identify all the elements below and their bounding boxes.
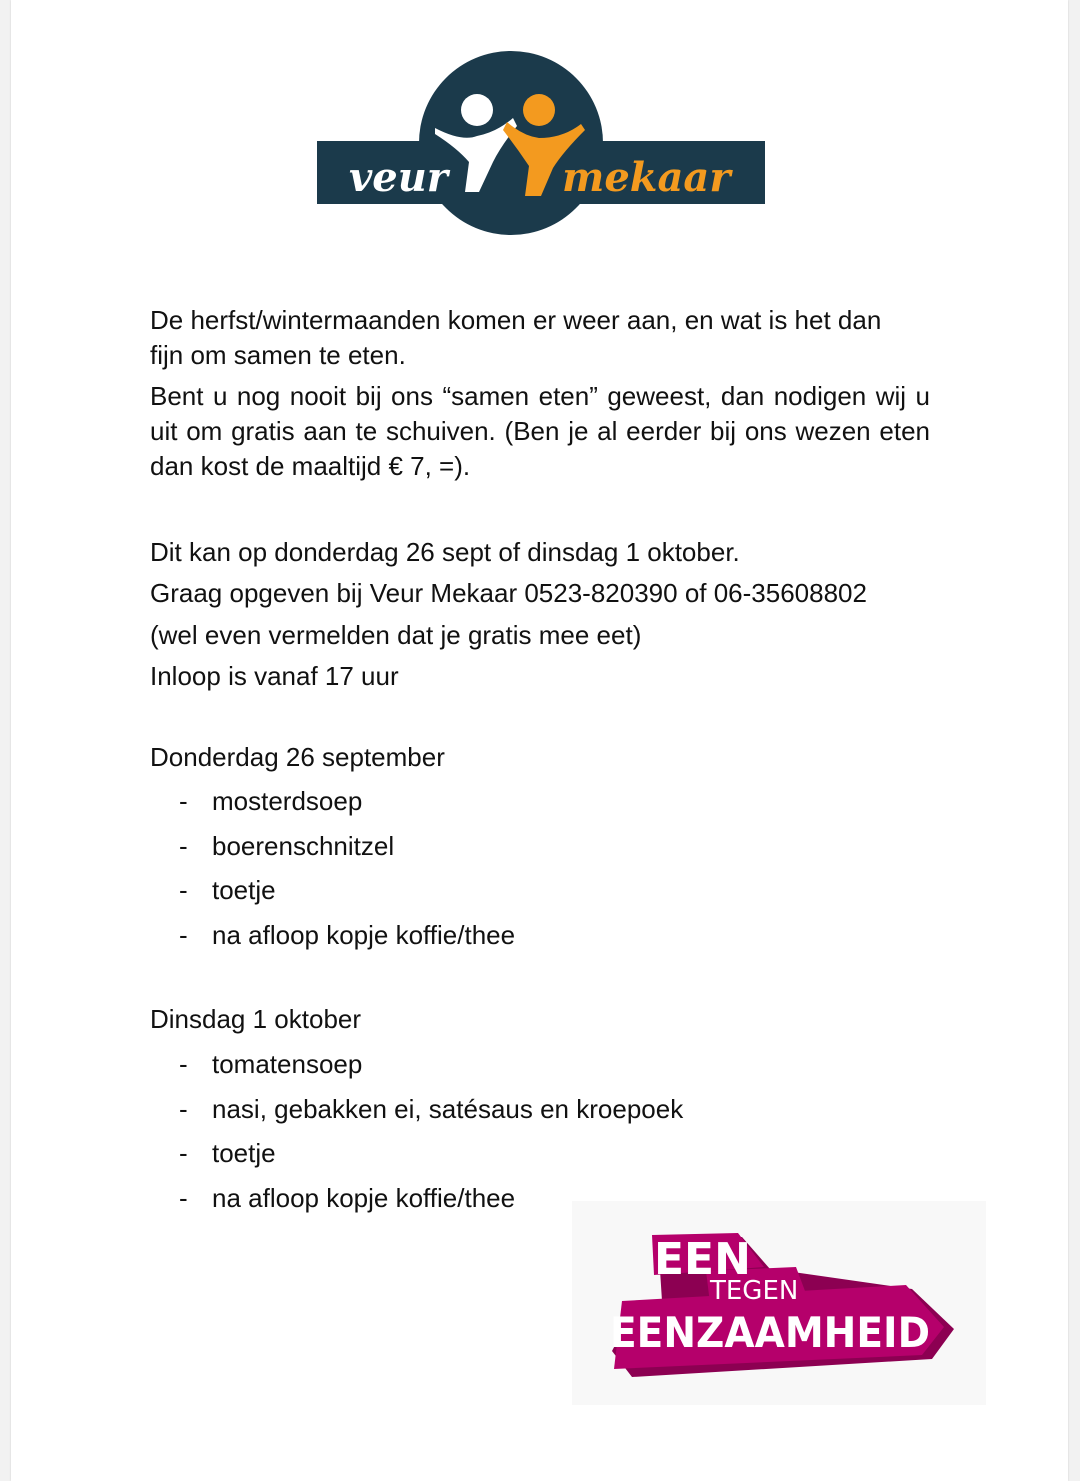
list-item-text: boerenschnitzel	[212, 830, 395, 861]
veur-mekaar-logo	[317, 50, 765, 236]
logo-word-veur: veur	[349, 154, 448, 201]
menu-1-list	[150, 779, 515, 958]
info-time: Inloop is vanaf 17 uur	[150, 660, 399, 691]
list-item	[150, 913, 515, 958]
info-dates: Dit kan op donderdag 26 sept of dinsdag 1 oktober.	[150, 537, 740, 567]
list-item	[150, 779, 515, 824]
list-item-text: mosterdsoep	[212, 786, 363, 816]
list-item-text: tomatensoep	[212, 1049, 363, 1079]
list-dash: -	[179, 786, 188, 816]
list-item	[150, 1042, 683, 1087]
intro-paragraph-2: Bent u nog nooit bij ons “samen eten” geweest, dan nodigen wij u uit om gratis aan te schuiven. (Ben je al eerder bij ons wezen eten dan kost de maaltijd € 7, =).	[150, 381, 930, 481]
list-item-text: na afloop kopje koffie/thee	[212, 920, 516, 951]
list-item-text: na afloop kopje koffie/thee	[212, 1183, 516, 1214]
info-block	[150, 532, 930, 697]
list-dash: -	[179, 920, 188, 951]
list-item	[150, 824, 515, 869]
intro-paragraph-1	[150, 303, 930, 373]
intro-line-1: De herfst/wintermaanden komen er weer aan, en wat is het dan	[150, 305, 882, 335]
intro-line-2: fijn om samen te eten.	[150, 340, 406, 370]
list-item	[150, 868, 515, 913]
list-item-text: nasi, gebakken ei, satésaus en kroepoek	[212, 1093, 684, 1124]
list-dash: -	[179, 1183, 188, 1214]
list-dash: -	[179, 1093, 188, 1124]
een-tegen-eenzaamheid-logo	[572, 1201, 986, 1405]
list-dash: -	[179, 875, 188, 906]
een-tegen-eenzaamheid-logo-graphic	[572, 1201, 986, 1405]
list-item-text: toetje	[212, 875, 276, 906]
logo-een: EEN	[654, 1234, 751, 1285]
menu-1-title: Donderdag 26 september	[150, 742, 445, 772]
list-dash: -	[179, 1049, 188, 1079]
menu-2-title: Dinsdag 1 oktober	[150, 1004, 362, 1034]
list-item-text: toetje	[212, 1138, 276, 1169]
info-note: (wel even vermelden dat je gratis mee eet)	[150, 619, 642, 650]
document-page	[11, 0, 1068, 1481]
list-item	[150, 1087, 683, 1132]
list-item	[150, 1131, 683, 1176]
menu-2-list	[150, 1042, 683, 1221]
logo-word-mekaar: mekaar	[562, 154, 731, 201]
logo-tegen: TEGEN	[710, 1276, 799, 1306]
list-dash: -	[179, 1138, 188, 1169]
logo-eenzaamheid: EENZAAMHEID	[610, 1308, 930, 1357]
list-dash: -	[179, 830, 188, 861]
info-signup: Graag opgeven bij Veur Mekaar 0523-820390 of 06-35608802	[150, 578, 867, 609]
